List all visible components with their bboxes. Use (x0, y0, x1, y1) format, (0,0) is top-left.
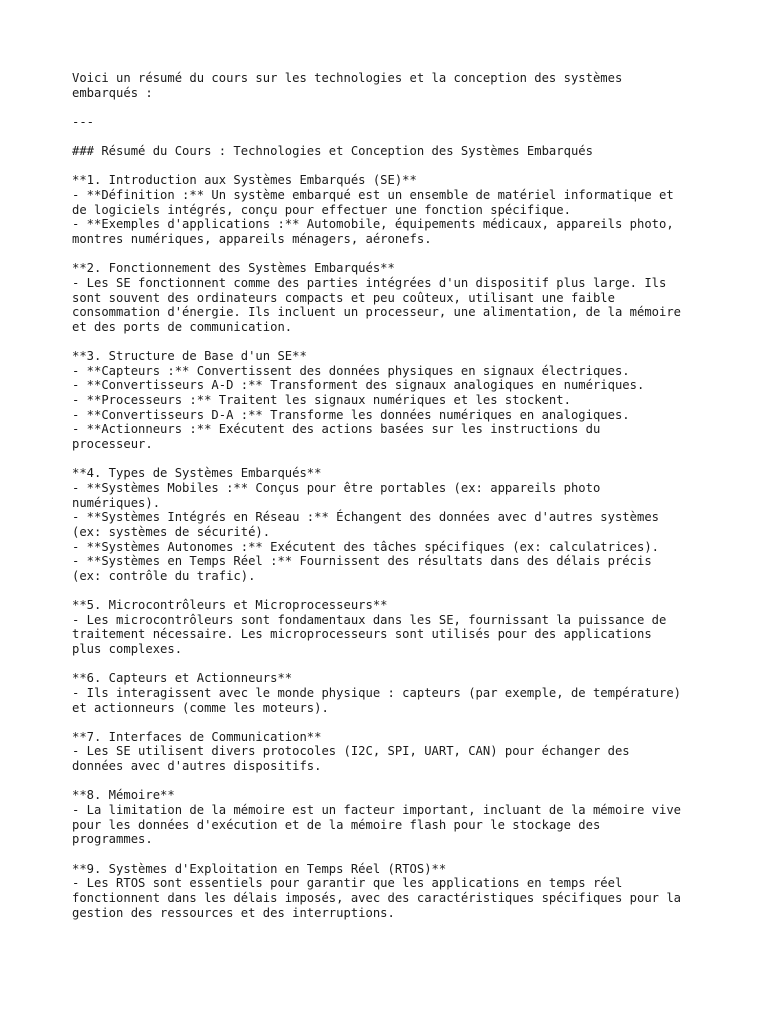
section-4-text: numériques). (72, 495, 161, 510)
section-7-heading: **7. Interfaces de Communication** (72, 729, 322, 744)
section-7-text: - Les SE utilisent divers protocoles (I2C, SPI, UART, CAN) pour échanger des (72, 744, 630, 759)
section-1-text: - **Définition :** Un système embarqué est un ensemble de matériel informatique et (72, 188, 674, 203)
section-9-heading: **9. Systèmes d'Exploitation en Temps Réel (RTOS)** (72, 861, 447, 876)
blank-line (72, 335, 712, 350)
blank-line (72, 247, 712, 262)
section-6-text: et actionneurs (comme les moteurs). (72, 700, 329, 715)
section-1-text: - **Exemples d'applications :** Automobile, équipements médicaux, appareils photo, (72, 217, 674, 232)
blank-line (72, 159, 712, 174)
blank-line (72, 100, 712, 115)
section-9-text: - Les RTOS sont essentiels pour garantir que les applications en temps réel (72, 876, 623, 891)
section-3-text: - **Capteurs :** Convertissent des données physiques en signaux électriques. (72, 363, 630, 378)
section-2-heading: **2. Fonctionnement des Systèmes Embarqués** (72, 261, 395, 276)
section-5-heading: **5. Microcontrôleurs et Microprocesseurs** (72, 598, 388, 613)
document-body (72, 71, 712, 920)
blank-line (72, 715, 712, 730)
section-4-text: (ex: systèmes de sécurité). (72, 524, 271, 539)
section-4-heading: **4. Types de Systèmes Embarqués** (72, 466, 322, 481)
section-6-heading: **6. Capteurs et Actionneurs** (72, 671, 293, 686)
section-1-heading: **1. Introduction aux Systèmes Embarqués (SE)** (72, 173, 417, 188)
blank-line (72, 583, 712, 598)
section-8-text: programmes. (72, 832, 153, 847)
section-2-text: sont souvent des ordinateurs compacts et peu coûteux, utilisant une faible (72, 290, 615, 305)
section-4-text: - **Systèmes Intégrés en Réseau :** Échangent des données avec d'autres systèmes (72, 510, 659, 525)
intro-line: embarqués : (72, 85, 153, 100)
section-1-text: de logiciels intégrés, conçu pour effectuer une fonction spécifique. (72, 202, 571, 217)
section-9-text: fonctionnent dans les délais imposés, avec des caractéristiques spécifiques pour la (72, 890, 682, 905)
section-4-text: - **Systèmes Mobiles :** Conçus pour être portables (ex: appareils photo (72, 480, 601, 495)
section-2-text: et des ports de communication. (72, 319, 293, 334)
section-3-text: - **Actionneurs :** Exécutent des actions basées sur les instructions du (72, 422, 601, 437)
section-8-heading: **8. Mémoire** (72, 788, 175, 803)
horizontal-rule-text: --- (72, 114, 95, 129)
section-7-text: données avec d'autres dispositifs. (72, 759, 322, 774)
section-3-heading: **3. Structure de Base d'un SE** (72, 349, 307, 364)
section-6-text: - Ils interagissent avec le monde physique : capteurs (par exemple, de température) (72, 685, 682, 700)
section-8-text: - La limitation de la mémoire est un facteur important, incluant de la mémoire vive (72, 803, 682, 818)
section-1-text: montres numériques, appareils ménagers, aéronefs. (72, 232, 432, 247)
section-8-text: pour les données d'exécution et de la mémoire flash pour le stockage des (72, 817, 601, 832)
intro-line: Voici un résumé du cours sur les technologies et la conception des systèmes (72, 71, 623, 85)
blank-line (72, 452, 712, 467)
section-4-text: - **Systèmes Autonomes :** Exécutent des tâches spécifiques (ex: calculatrices). (72, 539, 659, 554)
section-3-text: - **Convertisseurs D-A :** Transforme les données numériques en analogiques. (72, 407, 630, 422)
blank-line (72, 774, 712, 789)
section-2-text: consommation d'énergie. Ils incluent un processeur, une alimentation, de la mémoire (72, 305, 682, 320)
section-3-text: - **Processeurs :** Traitent les signaux numériques et les stockent. (72, 393, 571, 408)
section-9-text: gestion des ressources et des interruptions. (72, 905, 395, 920)
section-4-text: - **Systèmes en Temps Réel :** Fournissent des résultats dans des délais précis (72, 554, 652, 569)
blank-line (72, 130, 712, 145)
blank-line (72, 847, 712, 862)
section-4-text: (ex: contrôle du trafic). (72, 568, 256, 583)
section-3-text: processeur. (72, 437, 153, 452)
section-5-text: traitement nécessaire. Les microprocesseurs sont utilisés pour des applications (72, 627, 652, 642)
document-heading: ### Résumé du Cours : Technologies et Conception des Systèmes Embarqués (72, 144, 593, 159)
section-3-text: - **Convertisseurs A-D :** Transforment des signaux analogiques en numériques. (72, 378, 645, 393)
section-5-text: - Les microcontrôleurs sont fondamentaux dans les SE, fournissant la puissance de (72, 612, 667, 627)
blank-line (72, 657, 712, 672)
section-5-text: plus complexes. (72, 641, 183, 656)
section-2-text: - Les SE fonctionnent comme des parties intégrées d'un dispositif plus large. Ils (72, 275, 667, 290)
